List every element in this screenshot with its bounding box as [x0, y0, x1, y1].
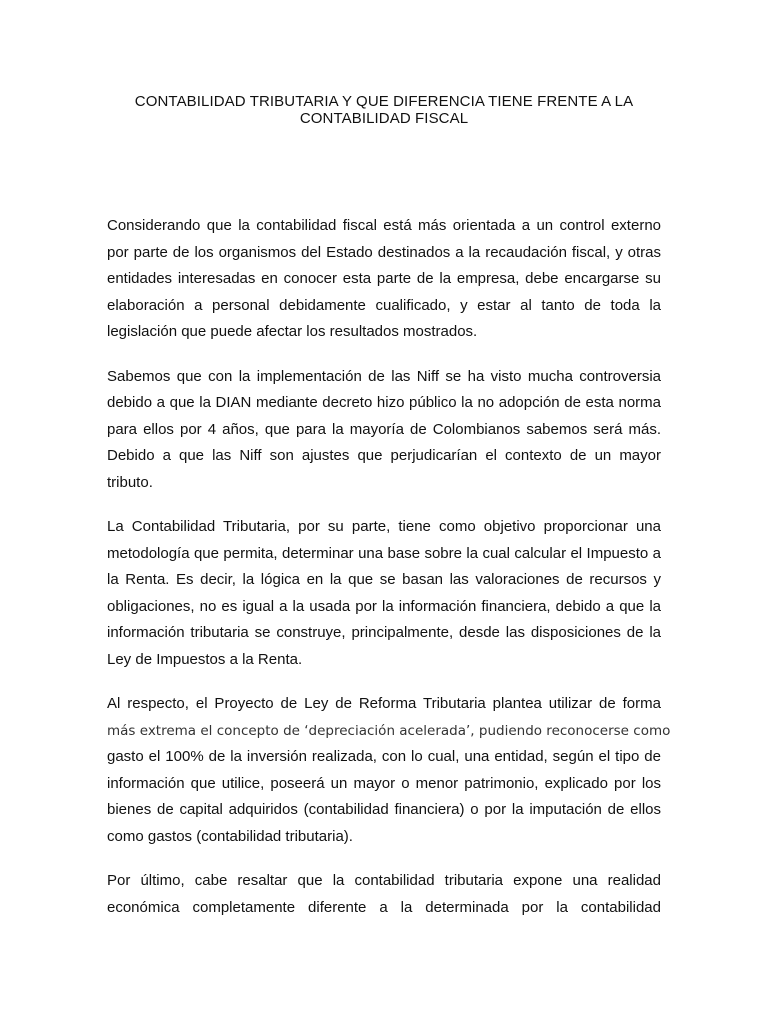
paragraph-3 [107, 514, 661, 673]
text-line: entidades interesadas en conocer esta parte de la empresa, debe encargarse su [107, 270, 661, 287]
paragraph-5 [107, 868, 661, 921]
text-line: tributo. [107, 473, 153, 491]
text-line: por parte de los organismos del Estado destinados a la recaudación fiscal, y otras [107, 243, 661, 261]
text-line: económica completamente diferente a la determinada por la contabilidad [107, 898, 661, 916]
text-line: Debido a que las Niff son ajustes que perjudicarían el contexto de un mayor [107, 447, 661, 464]
text-line: Sabemos que con la implementación de las Niff se ha visto mucha controversia [107, 367, 661, 385]
document-title [80, 93, 688, 127]
text-line: elaboración a personal debidamente cualificado, y estar al tanto de toda la [107, 296, 661, 314]
text-line: como gastos (contabilidad tributaria). [107, 827, 353, 845]
text-line: más extrema el concepto de ‘depreciación acelerada’, pudiendo reconocerse como [107, 722, 671, 739]
text-line: la Renta. Es decir, la lógica en la que se basan las valoraciones de recursos y [107, 571, 661, 588]
text-line: información tributaria se construye, principalmente, desde las disposiciones de la [107, 624, 661, 641]
paragraph-4 [107, 691, 671, 850]
text-line: bienes de capital adquiridos (contabilidad financiera) o por la imputación de ellos [107, 801, 661, 818]
text-line: La Contabilidad Tributaria, por su parte, tiene como objetivo proporcionar una [107, 518, 661, 535]
text-line: para ellos por 4 años, que para la mayoría de Colombianos sabemos será más. [107, 420, 661, 438]
text-line: Ley de Impuestos a la Renta. [107, 650, 303, 668]
title-line-1: CONTABILIDAD TRIBUTARIA Y QUE DIFERENCIA TIENE FRENTE A LA [134, 93, 634, 110]
paragraph-2 [107, 364, 661, 497]
text-line: obligaciones, no es igual a la usada por la información financiera, debido a que la [107, 597, 661, 615]
text-line: Considerando que la contabilidad fiscal está más orientada a un control externo [107, 217, 661, 234]
text-line: Al respecto, el Proyecto de Ley de Reforma Tributaria plantea utilizar de forma [107, 695, 661, 712]
document-body [107, 213, 671, 939]
text-line: gasto el 100% de la inversión realizada, con lo cual, una entidad, según el tipo de [107, 748, 661, 765]
text-line: metodología que permita, determinar una base sobre la cual calcular el Impuesto a [107, 544, 661, 562]
text-line: información que utilice, poseerá un mayor o menor patrimonio, explicado por los [107, 774, 661, 792]
text-line: debido a que la DIAN mediante decreto hizo público la no adopción de esta norma [107, 394, 661, 411]
text-line: legislación que puede afectar los resultados mostrados. [107, 323, 478, 340]
paragraph-1 [107, 213, 661, 346]
title-line-2: CONTABILIDAD FISCAL [299, 110, 469, 127]
text-line: Por último, cabe resaltar que la contabilidad tributaria expone una realidad [107, 872, 661, 889]
